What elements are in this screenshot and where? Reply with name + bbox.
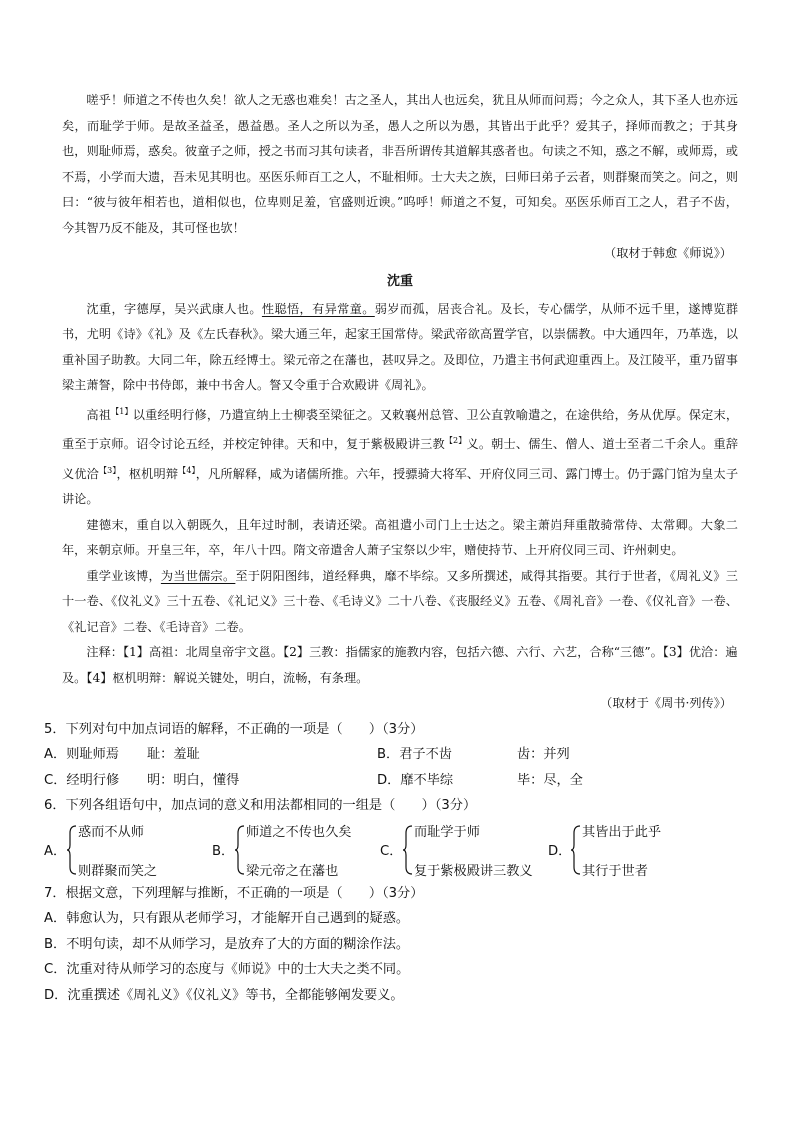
option-letter: D． [548, 844, 572, 860]
footnote-marker: 【2】 [444, 436, 467, 446]
option-letter: C． [380, 844, 403, 860]
q6-option-b[interactable] [212, 821, 380, 879]
q6-option-a[interactable] [44, 821, 212, 879]
q7-option-a[interactable]: A．韩愈认为，只有跟从老师学习，才能解开自己遇到的疑惑。 [44, 911, 410, 927]
passage2-paragraph-1 [62, 297, 738, 399]
sentence-1: 师道之不传也久矣 [246, 824, 352, 840]
q5-option-d[interactable]: D．靡不毕综 [377, 772, 454, 788]
text-span: 重学业该博， [86, 568, 161, 583]
sentence-2: 其行于世者 [582, 863, 648, 879]
footnote-marker: 【4】 [178, 465, 196, 475]
q5-option-b[interactable]: B．君子不齿 [377, 747, 452, 763]
underlined-phrase: 性聪悟，有异常童。 [261, 301, 375, 316]
question-5-stem: 5．下列对句中加点词语的解释，不正确的一项是（ ）（3分） [44, 721, 424, 737]
passage1-text: 嗟乎！师道之不传也久矣！欲人之无惑也难矣！古之圣人，其出人也远矣，犹且从师而问焉；今之众人，其下圣人也亦远矣，而耻学于师。是故圣益圣，愚益愚。圣人之所以为圣，愚人之所以为愚，其皆出于此乎？爱其子，择师而教之；于其身也，则耻师焉，惑矣。彼童子之师，授之书而习其句读者，非吾所谓传其道解其惑者也。句读之不知，惑之不解，或师焉，或不焉，小学而大遗，吾未见其明也。巫医乐师百工之人，不耻相师。士大夫之族，曰师曰弟子云者，则群聚而笑之。问之，则曰：“彼与彼年相若也，道相似也，位卑则足羞，官盛则近谀。”呜呼！师道之不复，可知矣。巫医乐师百工之人，君子不齿，今其智乃反不能及，其可怪也欤！ [62, 93, 738, 235]
text-span: 沈重，字德厚，吴兴武康人也。 [86, 301, 262, 316]
footnote-marker: 【1】 [111, 406, 133, 416]
q6-option-d[interactable] [548, 821, 716, 879]
sentence-1: 惑而不从师 [78, 824, 144, 840]
q5-option-c-explanation: 明：明白，懂得 [147, 772, 240, 788]
text-span: 义。朝士、儒生、僧人、道士至者二千余人。重辞义优洽 [62, 437, 739, 481]
q7-option-d[interactable]: D．沈重撰述《周礼义》《仪礼义》等书，全都能够阐发要义。 [44, 987, 404, 1003]
brace-icon [234, 825, 246, 875]
questions-section [44, 717, 756, 1009]
sentence-2: 则群聚而笑之 [78, 863, 158, 879]
text-span: ，枢机明辩 [116, 466, 179, 481]
sentence-2: 复于紫极殿讲三教义 [414, 863, 533, 879]
q6-option-c[interactable] [380, 821, 548, 879]
annotation-notes: 注释：【1】高祖：北周皇帝宇文邕。【2】三教：指儒家的施教内容，包括六德、六行、六艺，合称“三德”。【3】优洽：遍及。【4】枢机明辩：解说关键处，明白，流畅，有条理。 [62, 645, 738, 685]
brace-icon [570, 825, 582, 875]
passage1-source: （取材于韩愈《师说》） [604, 246, 732, 260]
option-letter: B． [212, 844, 235, 860]
brace-icon [66, 825, 78, 875]
passage2-paragraph-2 [62, 399, 738, 513]
question-5-options-row-1 [44, 742, 756, 768]
sentence-1: 而耻学于师 [414, 824, 480, 840]
q5-option-c[interactable]: C．经明行修 [44, 772, 120, 788]
passage2-title: 沈重 [386, 273, 413, 289]
option-letter: A． [44, 844, 67, 860]
question-6-options [44, 819, 756, 881]
q7-option-b[interactable]: B．不明句读，却不从师学习，是放弃了大的方面的糊涂作法。 [44, 936, 410, 952]
text-span: 高祖 [86, 407, 112, 422]
text-span: 弱岁而孤，居丧合礼。及长，专心儒学，从师不远千里，遂博览群书，尤明《诗》《礼》及《左氏春秋》。梁大通三年，起家王国常侍。梁武帝欲高置学官，以崇儒教。中大通四年，乃革选，以重补国子助教。大同二年，除五经博士。梁元帝之在藩也，甚叹异之。及即位，乃遣主书何武迎重西上。及江陵平，重乃留事梁主萧詧，除中书侍郎，兼中书舍人。詧又令重于合欢殿讲《周礼》。 [62, 301, 739, 392]
q5-option-d-explanation: 毕：尽，全 [517, 772, 583, 788]
passage2-paragraph-3: 建德末，重自以入朝既久，且年过时制，表请还梁。高祖遣小司门上士达之。梁主萧岿拜重散骑常侍、太常卿。大象二年，来朝京师。开皇三年，卒，年八十四。隋文帝遣舍人萧子宝祭以少牢，赠使持节、上开府仪同三司、许州刺史。 [62, 517, 738, 558]
sentence-1: 其皆出于此乎 [582, 824, 662, 840]
brace-icon [402, 825, 414, 875]
text-span: 以重经明行修，乃遣宣纳上士柳裘至梁征之。又敕襄州总管、卫公直敦喻遣之，在途供给，务从优厚。保定末，重至于京师。诏令讨论五经，并校定钟律。天和中，复于紫极殿讲三教 [62, 407, 739, 452]
q5-option-b-explanation: 齿：并列 [517, 747, 570, 763]
document-page [44, 88, 739, 1008]
question-7-stem: 7．根据文意，下列理解与推断，不正确的一项是（ ）（3分） [44, 885, 424, 901]
sentence-2: 梁元帝之在藩也 [246, 863, 339, 879]
question-6-stem: 6．下列各组语句中，加点词的意义和用法都相同的一组是（ ）（3分） [44, 798, 477, 814]
question-5-options-row-2 [44, 768, 756, 794]
q7-option-c[interactable]: C．沈重对待从师学习的态度与《师说》中的士大夫之类不同。 [44, 962, 410, 978]
text-span: 至于阴阳图纬，道经释典，靡不毕综。又多所撰述，咸得其指要。其行于世者，《周礼义》三十一卷、《仪礼义》三十五卷、《礼记义》三十卷、《毛诗义》二十八卷、《丧服经义》五卷、《周礼音》一卷、《仪礼音》一卷、《礼记音》二卷、《毛诗音》二卷。 [62, 568, 738, 634]
q5-option-a-explanation: 耻：羞耻 [147, 747, 200, 763]
passage2-source: （取材于《周书·列传》） [600, 696, 732, 711]
text-span: ，凡所解释，咸为诸儒所推。六年，授骠骑大将军、开府仪同三司、露门博士。仍于露门馆为皇太子讲论。 [62, 466, 739, 507]
q5-option-a[interactable]: A．则耻师焉 [44, 747, 119, 763]
footnote-marker: 【3】 [99, 465, 117, 475]
passage2-paragraph-4 [62, 564, 738, 641]
underlined-phrase: 为当世儒宗。 [160, 568, 236, 583]
